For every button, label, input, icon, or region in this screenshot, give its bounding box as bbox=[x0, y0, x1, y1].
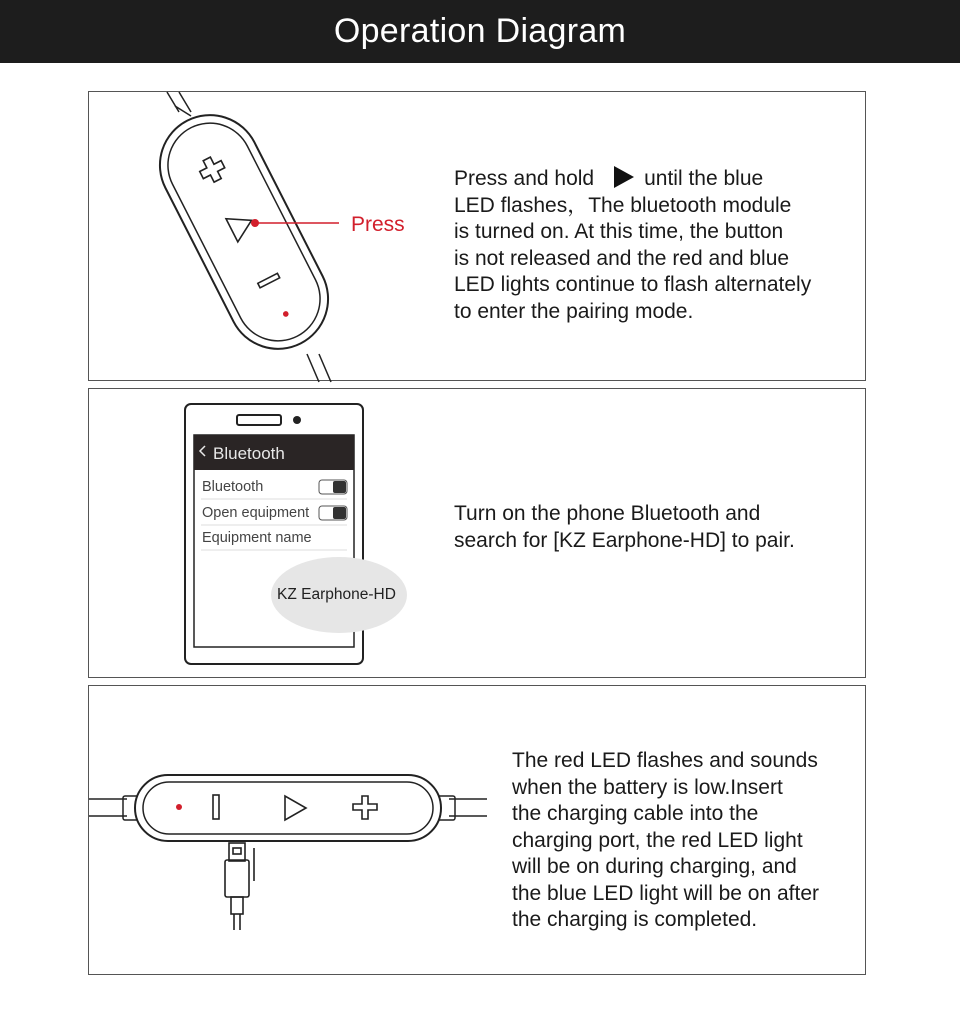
phone-title: Bluetooth bbox=[213, 444, 285, 463]
play-inline-icon bbox=[614, 166, 634, 188]
cable-top bbox=[167, 92, 191, 116]
step-panel-3 bbox=[88, 685, 866, 975]
step-panel-1 bbox=[88, 91, 866, 381]
step1-line-4: is not released and the red and blue bbox=[454, 246, 790, 270]
step1-line-6: to enter the pairing mode. bbox=[454, 299, 694, 323]
step-panel-2 bbox=[88, 388, 866, 678]
toggle-bluetooth bbox=[319, 480, 347, 494]
phone-row-equipment-name: Equipment name bbox=[202, 530, 312, 546]
step3-line-5: will be on during charging, and bbox=[512, 855, 797, 878]
charging-cable-icon bbox=[225, 843, 254, 930]
step3-line-1: The red LED flashes and sounds bbox=[512, 749, 818, 772]
phone-row-open-equipment: Open equipment bbox=[202, 505, 310, 521]
cable-bottom bbox=[307, 354, 331, 382]
step3-description bbox=[512, 748, 819, 934]
toggle-open-equipment bbox=[319, 506, 347, 520]
phone-row-bluetooth: Bluetooth bbox=[202, 479, 264, 495]
step3-line-2: when the battery is low.Insert bbox=[512, 775, 783, 799]
header-bar bbox=[0, 0, 960, 63]
step3-line-7: the charging is completed. bbox=[512, 908, 758, 931]
step1-description bbox=[454, 166, 811, 325]
page-title: Operation Diagram bbox=[333, 12, 627, 50]
led-dot bbox=[176, 804, 182, 810]
step1-line-3: is turned on. At this time, the button bbox=[454, 220, 784, 243]
step2-description bbox=[454, 501, 795, 554]
step3-line-4: charging port, the red LED light bbox=[512, 828, 803, 852]
step1-line-2: LED flashes，The bluetooth module bbox=[454, 193, 792, 217]
step1-line-5: LED lights continue to flash alternately bbox=[454, 273, 812, 296]
step3-line-6: the blue LED light will be on after bbox=[512, 881, 820, 905]
step2-line-2: search for [KZ Earphone-HD] to pair. bbox=[454, 528, 795, 552]
step3-line-3: the charging cable into the bbox=[512, 802, 759, 825]
step2-line-1: Turn on the phone Bluetooth and bbox=[454, 502, 761, 525]
press-label: Press bbox=[351, 213, 405, 236]
device-name-label: KZ Earphone-HD bbox=[277, 586, 396, 603]
remote-body bbox=[143, 98, 346, 366]
phone-camera bbox=[293, 416, 301, 424]
step1-line-1: Press and hold until the blue bbox=[454, 167, 764, 190]
